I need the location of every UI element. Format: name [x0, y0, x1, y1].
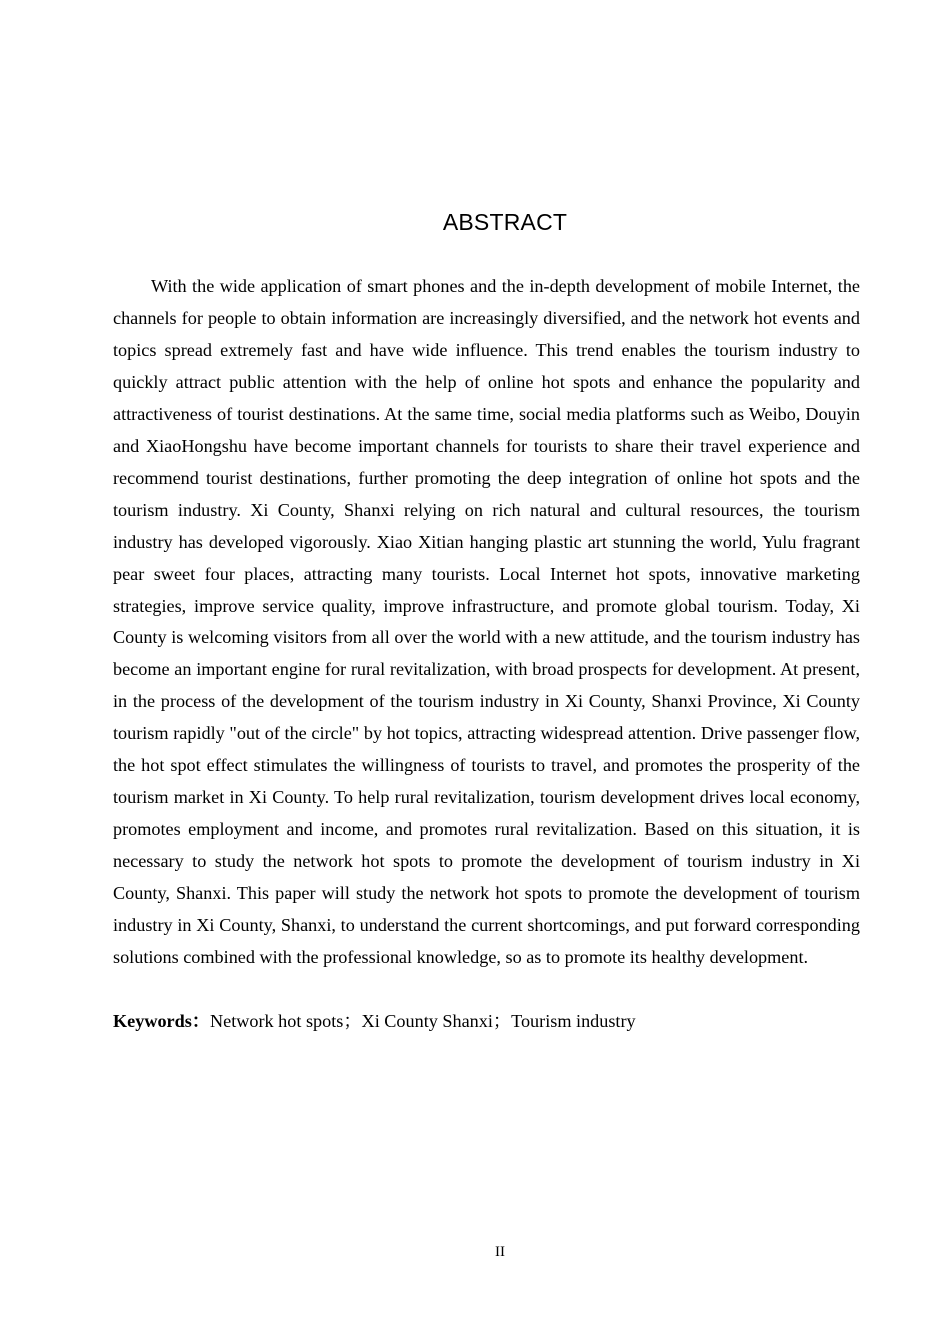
- page-number: II: [495, 1244, 505, 1260]
- keywords-line: [113, 1006, 860, 1038]
- abstract-title: ABSTRACT: [442, 209, 568, 235]
- keywords-label: Keywords：: [113, 1011, 210, 1031]
- keywords-list: Network hot spots；Xi County Shanxi；Tourism industry: [210, 1011, 636, 1031]
- abstract-body-text: With the wide application of smart phones and the in-depth development of mobile Internet, the channels for people to obtain information are increasingly diversified, and the network hot events and topics spread extremely fast and have wide influence. This trend enables the tourism industry to quickly attract public attention with the help of online hot spots and enhance the popularity and attractiveness of tourist destinations. At the same time, social media platforms such as Weibo, Douyin and XiaoHongshu have become important channels for tourists to share their travel experience and recommend tourist destinations, further promoting the deep integration of online hot spots and the tourism industry. Xi County, Shanxi relying on rich natural and cultural resources, the tourism industry has developed vigorously. Xiao Xitian hanging plastic art stunning the world, Yulu fragrant pear sweet four places, attracting many tourists. Local Internet hot spots, innovative marketing strategies, improve service quality, improve infrastructure, and promote global tourism. Today, Xi County is welcoming visitors from all over the world with a new attitude, and the tourism industry has become an important engine for rural revitalization, with broad prospects for development. At present, in the process of the development of the tourism industry in Xi County, Shanxi Province, Xi County tourism rapidly "out of the circle" by hot topics, attracting widespread attention. Drive passenger flow, the hot spot effect stimulates the willingness of tourists to travel, and promotes the prosperity of the tourism market in Xi County. To help rural revitalization, tourism development drives local economy, promotes employment and income, and promotes rural revitalization. Based on this situation, it is necessary to study the network hot spots to promote the development of tourism industry in Xi County, Shanxi. This paper will study the network hot spots to promote the development of tourism industry in Xi County, Shanxi, to understand the current shortcomings, and put forward corresponding solutions combined with the professional knowledge, so as to promote its healthy development.: [113, 276, 860, 968]
